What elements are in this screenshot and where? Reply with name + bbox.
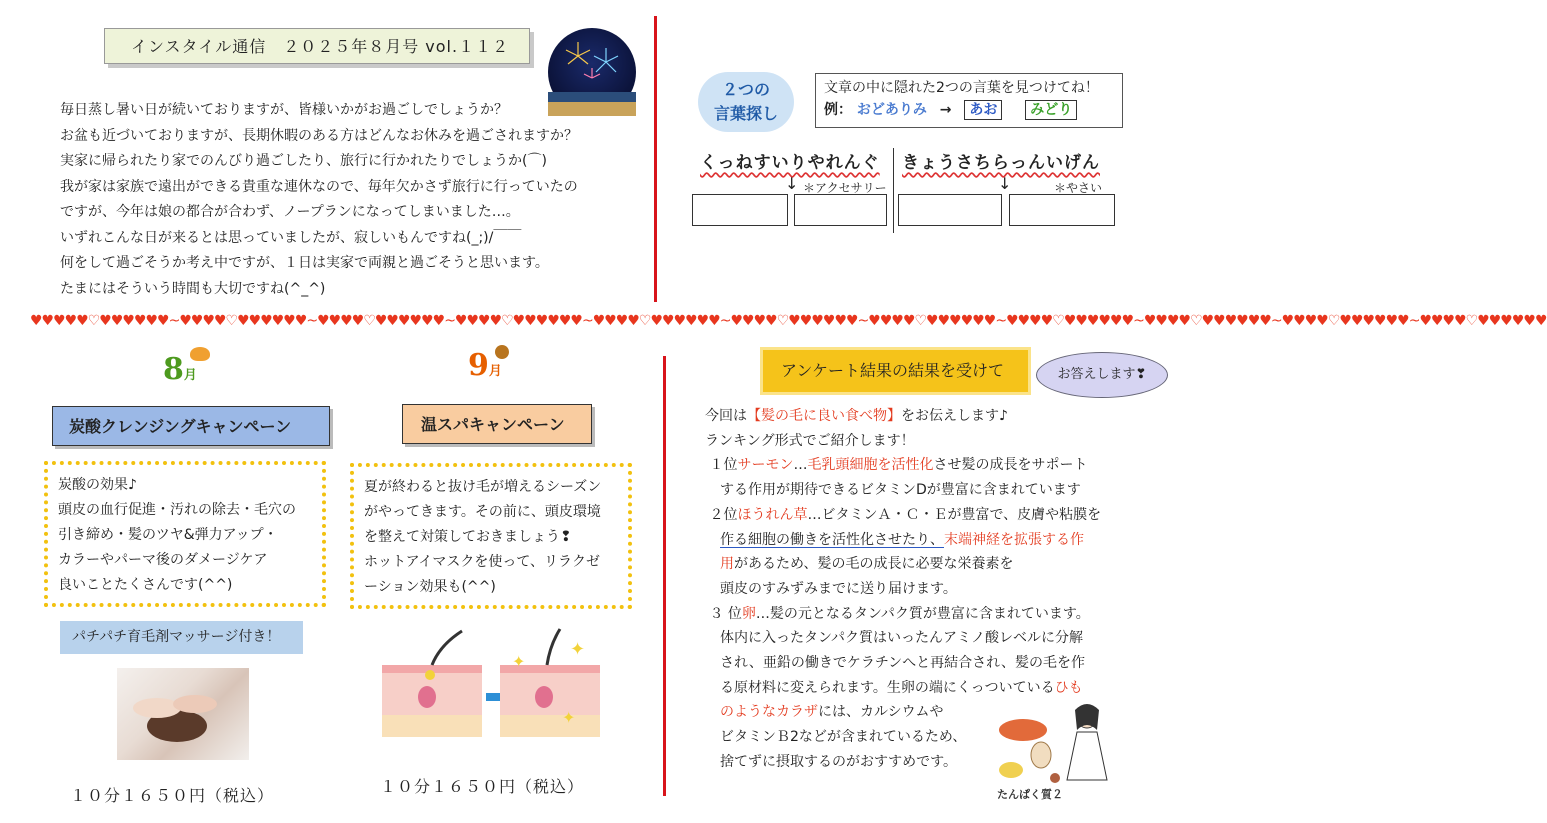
- text-line: する作用が期待できるビタミンDが豊富に含まれています: [720, 482, 1081, 499]
- answer-box[interactable]: [898, 194, 1002, 226]
- intro-line: お盆も近づいておりますが、長期休暇のある方はどんなお休みを過ごされますか？: [60, 127, 578, 144]
- text-span: …髪の元となるタンパク質が豊富に含まれています。: [755, 605, 1090, 622]
- survey-banner: アンケート結果の結果を受けて: [763, 350, 1028, 392]
- rank-label: １位: [709, 457, 738, 474]
- highlight-text: のようなカラザ: [720, 704, 818, 721]
- svg-text:✦: ✦: [570, 639, 586, 660]
- puzzle-word-1: くっねすいりやれんぐ: [700, 153, 880, 173]
- text-span: 作る細胞の働きを活性化させたり、: [720, 531, 944, 548]
- intro-line: 毎日蒸し暑い日が続いておりますが、皆様いかがお過ごしでしょうか？: [60, 102, 508, 118]
- badge-line: ２つの: [721, 80, 770, 99]
- intro-line: 実家に帰られたり家でのんびり過ごしたり、旅行に行かれたりでしょうか(⌒): [60, 153, 547, 169]
- acorn-icon: [495, 345, 509, 359]
- heart-divider: ♥♥♥♥♥♡♥♥♥♥♥♥~♥♥♥♥♡♥♥♥♥♥♥~♥♥♥♥♡♥♥♥♥♥♥~♥♥♥♥♡♥♥♥♥♥♥~♥♥♥♥♡♥♥♥♥♥♥~♥♥♥♥♡♥♥♥♥♥♥~♥♥♥♥♡♥♥♥♥♥♥~♥♥♥♥♡♥♥♥♥♥♥~♥♥♥♥♡♥♥♥♥♥♥~♥♥♥♥♡♥♥♥♥♥♥~♥♥♥♥♡♥♥♥♥♥♥: [30, 313, 1547, 329]
- text-span: …: [793, 457, 808, 474]
- illustration-caption: たんぱく質２: [997, 788, 1063, 801]
- massage-label: パチパチ育毛剤マッサージ付き！: [60, 621, 303, 654]
- intro-line: たまにはそういう時間も大切ですね(^_^): [60, 280, 326, 297]
- intro-text: [60, 98, 620, 302]
- example-answer: あお: [964, 100, 1002, 120]
- text-line: 頭皮のすみずみまでに送り届けます。: [720, 580, 957, 597]
- word-search-badge: [698, 72, 794, 132]
- september-banner: 温スパキャンペーン: [402, 404, 592, 444]
- speech-bubble: お答えします❣: [1036, 352, 1168, 398]
- text-span: をお伝えします♪: [901, 408, 1008, 424]
- down-arrow: ↓: [785, 174, 799, 193]
- answer-box[interactable]: [1009, 194, 1115, 226]
- text-line: 体内に入ったタンパク質はいったんアミノ酸レベルに分解: [720, 630, 1084, 647]
- text-span: があるため、髪の毛の成長に必要な栄養素を: [734, 556, 1014, 573]
- month-number: 9: [468, 348, 489, 383]
- august-line: カラーやパーマ後のダメージケア: [58, 552, 268, 568]
- september-line: を整えて対策しておきましょう❢: [364, 529, 572, 545]
- text-span: る原材料に変えられます。生卵の端にくっついている: [720, 679, 1055, 696]
- rank-label: ２位: [709, 506, 738, 523]
- example-answer: みどり: [1025, 100, 1077, 120]
- text-line: ビタミンＢ2などが含まれているため、: [720, 729, 967, 746]
- september-line: ホットアイマスクを使って、リラクゼ: [364, 554, 601, 570]
- august-line: 引き締め・髪のツヤ&弾力アップ・: [58, 527, 278, 543]
- highlight-text: 末端神経を拡張する作: [944, 531, 1084, 548]
- section-divider: [663, 356, 666, 796]
- mascot-icon: [190, 347, 210, 361]
- august-box: [44, 461, 326, 607]
- food-name: 卵: [741, 605, 756, 622]
- august-banner: 炭酸クレンジングキャンペーン: [52, 406, 330, 446]
- text-span: …ビタミンＡ・Ｃ・Ｅが豊富で、皮膚や粘膜を: [807, 506, 1102, 523]
- hint-1: ＊アクセサリー: [803, 181, 887, 195]
- rank-label: ３ 位: [709, 605, 742, 622]
- instruction-text: 文章の中に隠れた2つの言葉を見つけてね！: [824, 80, 1099, 96]
- answer-box[interactable]: [794, 194, 887, 226]
- intro-line: 何をして過ごそうか考え中ですが、１日は実家で両親と過ごそうと思います。: [60, 255, 549, 271]
- svg-text:✦: ✦: [562, 708, 576, 727]
- text-span: には、カルシウムや: [818, 704, 944, 721]
- august-price: １０分１６５０円（税込）: [70, 786, 275, 805]
- september-line: ーション効果も(^^): [364, 579, 496, 595]
- hint-2: ＊やさい: [1054, 181, 1103, 195]
- food-name: サーモン: [737, 457, 794, 474]
- section-divider: [654, 16, 657, 302]
- example-arrow: →: [939, 102, 952, 118]
- badge-line: 言葉探し: [713, 104, 778, 123]
- text-line: ランキング形式でご紹介します！: [705, 432, 915, 449]
- august-line: 炭酸の効果♪: [58, 477, 137, 493]
- answer-box[interactable]: [692, 194, 788, 226]
- september-box: [350, 463, 632, 609]
- month-unit: 月: [488, 364, 502, 379]
- text-line: され、亜鉛の働きでケラチンへと再結合され、髪の毛を作: [720, 655, 1085, 672]
- example-word: おどありみ: [856, 102, 927, 118]
- september-line: がやってきます。その前に、頭皮環境: [364, 504, 601, 520]
- month-unit: 月: [183, 368, 197, 383]
- protein-foods-illustration: [995, 700, 1125, 805]
- highlight-text: 毛乳頭細胞を活性化: [807, 457, 934, 474]
- text-line: 捨てずに摂取するのがおすすめです。: [720, 753, 958, 770]
- food-name: ほうれん草: [737, 506, 808, 523]
- newsletter-title: インスタイル通信 ２０２５年８月号 vol.１１２: [104, 28, 530, 64]
- text-span: 今回は: [705, 408, 747, 424]
- highlight-text: 用: [720, 556, 734, 573]
- intro-line: 我が家は家族で遠出ができる貴重な連休なので、毎年欠かさず旅行に行っていたの: [60, 178, 578, 195]
- intro-line: ですが、今年は娘の都合が合わず、ノープランになってしまいました…。: [60, 204, 520, 220]
- word-search-instruction: [815, 73, 1123, 128]
- text-span: させ髪の成長をサポート: [933, 457, 1088, 474]
- down-arrow: ↓: [998, 174, 1012, 193]
- puzzle-word-2: きょうさちらっんいげん: [902, 153, 1100, 173]
- puzzle-divider: [893, 148, 894, 233]
- svg-text:✦: ✦: [512, 652, 526, 671]
- august-line: 頭皮の血行促進・汚れの除去・毛穴の: [58, 502, 296, 518]
- intro-line: いずれこんな日が来るとは思っていましたが、寂しいもんですね(_;)/￣￣: [60, 229, 522, 246]
- head-massage-photo: [117, 668, 249, 760]
- topic-highlight: 【髪の毛に良い食べ物】: [747, 408, 901, 424]
- highlight-text: ひも: [1054, 679, 1083, 696]
- scalp-illustration: [382, 625, 600, 737]
- month-number: 8: [163, 352, 184, 387]
- example-label: 例：: [824, 102, 852, 118]
- september-price: １０分１６５０円（税込）: [380, 777, 585, 796]
- september-line: 夏が終わると抜け毛が増えるシーズン: [364, 479, 602, 495]
- august-line: 良いことたくさんです(^^): [58, 577, 233, 593]
